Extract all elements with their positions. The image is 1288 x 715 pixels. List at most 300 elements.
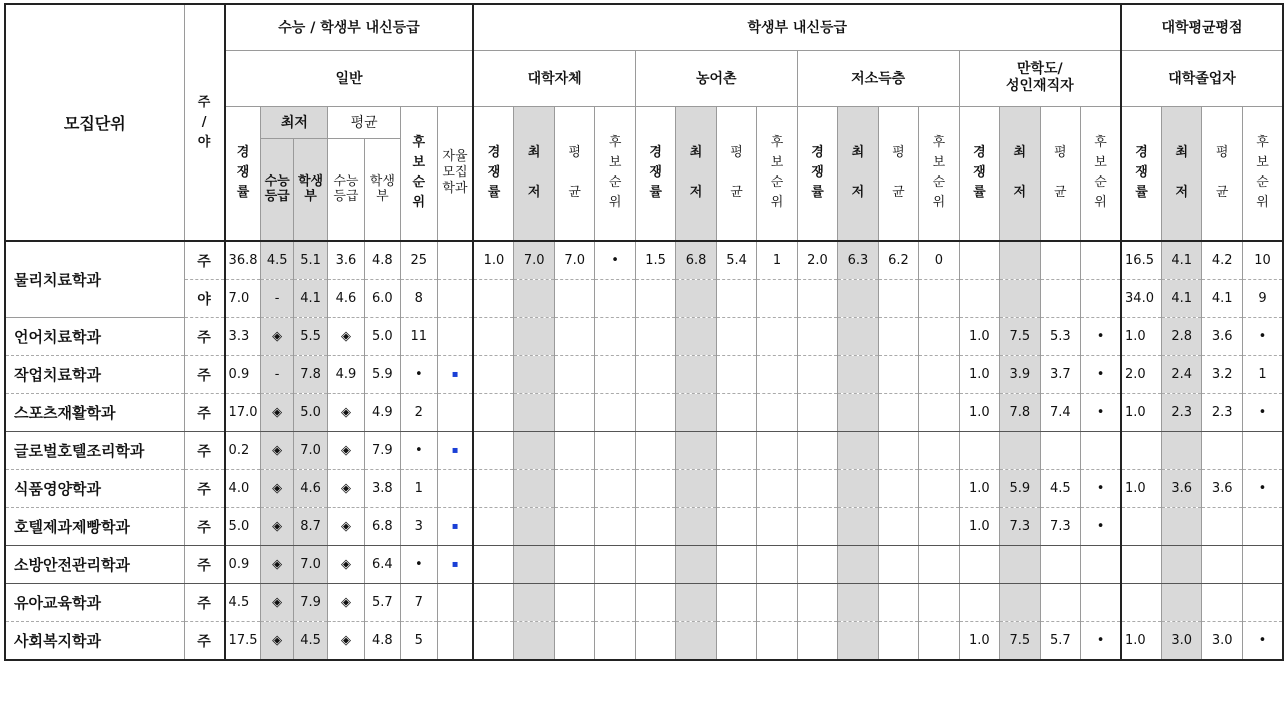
table-row	[5, 584, 1283, 622]
rural-avg	[716, 432, 756, 470]
lowincome-wait	[919, 508, 959, 546]
lowincome-min	[838, 318, 878, 356]
univ-own-wait: •	[595, 241, 635, 280]
general-min-record: 4.1	[293, 280, 327, 318]
rural-comp	[635, 470, 675, 508]
grad-comp	[1121, 508, 1161, 546]
lateadult-min: 7.5	[1000, 318, 1040, 356]
lateadult-min: 7.5	[1000, 622, 1040, 661]
lateadult-comp: 1.0	[959, 356, 999, 394]
header-wait-lateadult: 후 보 순 위	[1081, 106, 1122, 241]
lateadult-comp: 1.0	[959, 470, 999, 508]
day-night-badge: 주	[184, 241, 224, 280]
univ-own-avg	[554, 508, 594, 546]
header-min-rural: 최 저	[676, 106, 716, 241]
lowincome-min	[838, 508, 878, 546]
day-night-badge: 주	[184, 470, 224, 508]
table-row	[5, 546, 1283, 584]
lateadult-avg	[1040, 241, 1080, 280]
general-wait: 25	[401, 241, 437, 280]
lowincome-avg	[878, 470, 918, 508]
dept-name: 식품영양학과	[5, 470, 184, 508]
header-min-univ: 최 저	[514, 106, 554, 241]
univ-own-wait	[595, 280, 635, 318]
lowincome-wait	[919, 280, 959, 318]
lateadult-comp: 1.0	[959, 394, 999, 432]
rural-wait: 1	[757, 241, 797, 280]
lateadult-comp	[959, 546, 999, 584]
general-comp: 36.8	[225, 241, 261, 280]
grad-avg	[1202, 546, 1242, 584]
rural-avg	[716, 546, 756, 584]
lowincome-min: 6.3	[838, 241, 878, 280]
general-min-record: 7.0	[293, 546, 327, 584]
header-comp-lowincome: 경 쟁 률	[797, 106, 837, 241]
header-min-grad: 최 저	[1162, 106, 1202, 241]
header-avg-suneung-grade: 수능 등급	[328, 138, 364, 241]
lateadult-min: 5.9	[1000, 470, 1040, 508]
day-night-badge: 주	[184, 432, 224, 470]
rural-avg	[716, 280, 756, 318]
diamond-icon: ◈	[328, 470, 364, 508]
general-avg-record: 5.0	[364, 318, 400, 356]
grad-comp	[1121, 546, 1161, 584]
lateadult-min	[1000, 432, 1040, 470]
rural-wait	[757, 622, 797, 661]
univ-own-comp	[473, 470, 513, 508]
lowincome-avg	[878, 432, 918, 470]
lateadult-comp: 1.0	[959, 622, 999, 661]
rural-comp: 1.5	[635, 241, 675, 280]
general-wait: •	[401, 546, 437, 584]
table-body	[5, 241, 1283, 660]
grad-min: 2.3	[1162, 394, 1202, 432]
univ-own-comp	[473, 508, 513, 546]
grad-wait	[1242, 432, 1283, 470]
univ-own-avg	[554, 356, 594, 394]
dept-name: 스포츠재활학과	[5, 394, 184, 432]
lowincome-min	[838, 622, 878, 661]
univ-own-avg	[554, 318, 594, 356]
header-wait-rural: 후 보 순 위	[757, 106, 797, 241]
univ-own-comp	[473, 356, 513, 394]
grad-wait: 1	[1242, 356, 1283, 394]
header-daynight: 주 / 야	[184, 4, 224, 241]
general-avg-suneung: 3.6	[328, 241, 364, 280]
general-avg-record: 4.8	[364, 241, 400, 280]
day-night-badge: 주	[184, 546, 224, 584]
lateadult-wait: •	[1081, 356, 1122, 394]
grad-wait	[1242, 584, 1283, 622]
general-free	[437, 394, 473, 432]
general-min-record: 7.9	[293, 584, 327, 622]
rural-comp	[635, 546, 675, 584]
lowincome-comp: 2.0	[797, 241, 837, 280]
day-night-badge: 주	[184, 508, 224, 546]
grad-comp: 1.0	[1121, 394, 1161, 432]
univ-own-wait	[595, 394, 635, 432]
grad-avg: 2.3	[1202, 394, 1242, 432]
diamond-icon: ◈	[261, 432, 293, 470]
grad-avg: 3.0	[1202, 622, 1242, 661]
general-wait: 8	[401, 280, 437, 318]
grad-min: 3.6	[1162, 470, 1202, 508]
lateadult-wait: •	[1081, 394, 1122, 432]
day-night-badge: 주	[184, 394, 224, 432]
general-wait: •	[401, 356, 437, 394]
lowincome-min	[838, 432, 878, 470]
lateadult-comp: 1.0	[959, 508, 999, 546]
header-avg-lowincome: 평 균	[878, 106, 918, 241]
grad-comp: 1.0	[1121, 470, 1161, 508]
general-min-record: 5.5	[293, 318, 327, 356]
lowincome-wait: 0	[919, 241, 959, 280]
grad-min: 2.4	[1162, 356, 1202, 394]
table-row	[5, 432, 1283, 470]
univ-own-comp: 1.0	[473, 241, 513, 280]
dept-name: 언어치료학과	[5, 318, 184, 356]
grad-min	[1162, 432, 1202, 470]
diamond-icon: ◈	[261, 508, 293, 546]
general-comp: 5.0	[225, 508, 261, 546]
rural-comp	[635, 584, 675, 622]
general-avg-record: 3.8	[364, 470, 400, 508]
general-min-suneung: -	[261, 356, 293, 394]
lowincome-avg	[878, 508, 918, 546]
rural-min	[676, 470, 716, 508]
general-wait: 1	[401, 470, 437, 508]
lateadult-comp: 1.0	[959, 318, 999, 356]
lowincome-wait	[919, 546, 959, 584]
lowincome-min	[838, 584, 878, 622]
general-wait: 3	[401, 508, 437, 546]
univ-own-wait	[595, 432, 635, 470]
lowincome-comp	[797, 584, 837, 622]
rural-min	[676, 280, 716, 318]
lowincome-comp	[797, 470, 837, 508]
grad-avg: 4.2	[1202, 241, 1242, 280]
table-row	[5, 318, 1283, 356]
general-avg-suneung: 4.6	[328, 280, 364, 318]
grad-min: 4.1	[1162, 241, 1202, 280]
univ-own-min	[514, 546, 554, 584]
grad-avg	[1202, 584, 1242, 622]
grad-min	[1162, 584, 1202, 622]
univ-own-comp	[473, 394, 513, 432]
rural-comp	[635, 356, 675, 394]
univ-own-min	[514, 584, 554, 622]
lateadult-avg: 4.5	[1040, 470, 1080, 508]
grad-wait	[1242, 546, 1283, 584]
lateadult-wait: •	[1081, 318, 1122, 356]
dept-name: 글로벌호텔조리학과	[5, 432, 184, 470]
univ-own-avg	[554, 584, 594, 622]
univ-own-wait	[595, 622, 635, 661]
diamond-icon: ◈	[261, 622, 293, 661]
header-avg-student-record: 학생 부	[364, 138, 400, 241]
admission-results-table	[4, 3, 1284, 661]
univ-own-min: 7.0	[514, 241, 554, 280]
blue-square-icon: ▪	[437, 432, 473, 470]
header-min-lateadult: 최 저	[1000, 106, 1040, 241]
header-unit: 모집단위	[5, 4, 184, 241]
general-comp: 4.5	[225, 584, 261, 622]
diamond-icon: ◈	[261, 394, 293, 432]
grad-comp: 34.0	[1121, 280, 1161, 318]
day-night-badge: 주	[184, 584, 224, 622]
rural-comp	[635, 622, 675, 661]
diamond-icon: ◈	[328, 508, 364, 546]
header-comp-univ: 경 쟁 률	[473, 106, 513, 241]
header-naesin: 학생부 내신등급	[473, 4, 1121, 50]
header-wait-univ: 후 보 순 위	[595, 106, 635, 241]
lowincome-comp	[797, 622, 837, 661]
univ-own-avg	[554, 470, 594, 508]
diamond-icon: ◈	[328, 432, 364, 470]
general-min-record: 5.0	[293, 394, 327, 432]
table-row	[5, 280, 1283, 318]
header-avg-rural: 평 균	[716, 106, 756, 241]
univ-own-comp	[473, 584, 513, 622]
univ-own-comp	[473, 546, 513, 584]
rural-avg	[716, 584, 756, 622]
lowincome-wait	[919, 622, 959, 661]
header-comp-grad: 경 쟁 률	[1121, 106, 1161, 241]
grad-min: 3.0	[1162, 622, 1202, 661]
rural-wait	[757, 318, 797, 356]
rural-min: 6.8	[676, 241, 716, 280]
blue-square-icon: ▪	[437, 508, 473, 546]
header-suneung-naesin: 수능 / 학생부 내신등급	[225, 4, 474, 50]
univ-own-comp	[473, 622, 513, 661]
header-univ-gpa: 대학평균평점	[1121, 4, 1283, 50]
lateadult-min: 7.8	[1000, 394, 1040, 432]
grad-wait: •	[1242, 470, 1283, 508]
general-wait: 5	[401, 622, 437, 661]
rural-wait	[757, 584, 797, 622]
lowincome-min	[838, 356, 878, 394]
header-avg-general: 평균	[328, 106, 401, 138]
general-min-record: 7.8	[293, 356, 327, 394]
general-avg-record: 6.8	[364, 508, 400, 546]
lateadult-wait	[1081, 584, 1122, 622]
lateadult-wait: •	[1081, 508, 1122, 546]
lowincome-wait	[919, 584, 959, 622]
general-min-suneung: 4.5	[261, 241, 293, 280]
blue-square-icon: ▪	[437, 546, 473, 584]
lateadult-avg: 3.7	[1040, 356, 1080, 394]
header-comp-rural: 경 쟁 률	[635, 106, 675, 241]
general-comp: 17.5	[225, 622, 261, 661]
univ-own-min	[514, 622, 554, 661]
general-free	[437, 622, 473, 661]
table-row	[5, 470, 1283, 508]
general-min-record: 5.1	[293, 241, 327, 280]
lateadult-comp	[959, 241, 999, 280]
lowincome-avg: 6.2	[878, 241, 918, 280]
univ-own-wait	[595, 318, 635, 356]
rural-wait	[757, 470, 797, 508]
diamond-icon: ◈	[328, 318, 364, 356]
univ-own-min	[514, 280, 554, 318]
lateadult-min	[1000, 241, 1040, 280]
grad-comp	[1121, 584, 1161, 622]
dept-name: 유아교육학과	[5, 584, 184, 622]
univ-own-wait	[595, 584, 635, 622]
lateadult-avg	[1040, 584, 1080, 622]
general-comp: 0.9	[225, 356, 261, 394]
lateadult-avg: 5.7	[1040, 622, 1080, 661]
rural-wait	[757, 432, 797, 470]
general-comp: 17.0	[225, 394, 261, 432]
grad-comp: 1.0	[1121, 622, 1161, 661]
lowincome-min	[838, 546, 878, 584]
lowincome-wait	[919, 432, 959, 470]
rural-min	[676, 356, 716, 394]
general-avg-record: 5.9	[364, 356, 400, 394]
rural-min	[676, 622, 716, 661]
general-wait: 7	[401, 584, 437, 622]
header-univ-own: 대학자체	[473, 50, 635, 106]
day-night-badge: 주	[184, 356, 224, 394]
general-min-record: 7.0	[293, 432, 327, 470]
table-row	[5, 241, 1283, 280]
univ-own-comp	[473, 432, 513, 470]
general-avg-record: 6.0	[364, 280, 400, 318]
header-avg-lateadult: 평 균	[1040, 106, 1080, 241]
grad-min	[1162, 546, 1202, 584]
general-min-suneung: -	[261, 280, 293, 318]
diamond-icon: ◈	[328, 394, 364, 432]
rural-wait	[757, 508, 797, 546]
general-comp: 3.3	[225, 318, 261, 356]
general-free	[437, 584, 473, 622]
table-row	[5, 394, 1283, 432]
header-comp-general: 경 쟁 률	[225, 106, 261, 241]
lateadult-wait	[1081, 432, 1122, 470]
grad-avg	[1202, 432, 1242, 470]
lateadult-min	[1000, 280, 1040, 318]
general-avg-record: 5.7	[364, 584, 400, 622]
header-avg-grad: 평 균	[1202, 106, 1242, 241]
rural-avg	[716, 622, 756, 661]
general-comp: 0.2	[225, 432, 261, 470]
grad-avg: 3.6	[1202, 318, 1242, 356]
lowincome-avg	[878, 318, 918, 356]
general-free	[437, 280, 473, 318]
grad-avg: 3.6	[1202, 470, 1242, 508]
rural-min	[676, 508, 716, 546]
rural-min	[676, 394, 716, 432]
univ-own-avg	[554, 546, 594, 584]
header-min-general: 최저	[261, 106, 328, 138]
header-lateadult: 만학도/ 성인재직자	[959, 50, 1121, 106]
rural-min	[676, 318, 716, 356]
general-min-record: 4.6	[293, 470, 327, 508]
rural-wait	[757, 280, 797, 318]
rural-wait	[757, 356, 797, 394]
lowincome-comp	[797, 546, 837, 584]
lowincome-comp	[797, 432, 837, 470]
grad-wait: 10	[1242, 241, 1283, 280]
rural-comp	[635, 394, 675, 432]
lateadult-wait	[1081, 546, 1122, 584]
lateadult-avg: 5.3	[1040, 318, 1080, 356]
general-comp: 0.9	[225, 546, 261, 584]
diamond-icon: ◈	[261, 318, 293, 356]
rural-min	[676, 432, 716, 470]
diamond-icon: ◈	[261, 470, 293, 508]
general-avg-record: 7.9	[364, 432, 400, 470]
univ-own-comp	[473, 280, 513, 318]
lateadult-comp	[959, 432, 999, 470]
lateadult-avg: 7.4	[1040, 394, 1080, 432]
general-avg-suneung: 4.9	[328, 356, 364, 394]
lateadult-wait	[1081, 280, 1122, 318]
grad-comp: 2.0	[1121, 356, 1161, 394]
header-free-dept: 자율 모집 학과	[437, 106, 473, 241]
lateadult-avg	[1040, 432, 1080, 470]
header-comp-lateadult: 경 쟁 률	[959, 106, 999, 241]
general-min-record: 4.5	[293, 622, 327, 661]
lowincome-avg	[878, 622, 918, 661]
lateadult-comp	[959, 584, 999, 622]
lowincome-comp	[797, 508, 837, 546]
univ-own-min	[514, 508, 554, 546]
lowincome-min	[838, 394, 878, 432]
lowincome-min	[838, 280, 878, 318]
lateadult-min: 7.3	[1000, 508, 1040, 546]
lateadult-avg: 7.3	[1040, 508, 1080, 546]
grad-min: 4.1	[1162, 280, 1202, 318]
day-night-badge: 야	[184, 280, 224, 318]
univ-own-avg: 7.0	[554, 241, 594, 280]
dept-name: 물리치료학과	[5, 241, 184, 318]
rural-avg	[716, 356, 756, 394]
grad-avg	[1202, 508, 1242, 546]
header-avg-univ: 평 균	[554, 106, 594, 241]
blue-square-icon: ▪	[437, 356, 473, 394]
table-row	[5, 356, 1283, 394]
rural-avg: 5.4	[716, 241, 756, 280]
header-min-suneung-grade: 수능 등급	[261, 138, 293, 241]
univ-own-avg	[554, 280, 594, 318]
lowincome-comp	[797, 318, 837, 356]
diamond-icon: ◈	[328, 546, 364, 584]
grad-wait: •	[1242, 394, 1283, 432]
rural-comp	[635, 318, 675, 356]
lateadult-comp	[959, 280, 999, 318]
table-header	[5, 4, 1283, 241]
dept-name: 사회복지학과	[5, 622, 184, 661]
rural-comp	[635, 508, 675, 546]
lowincome-avg	[878, 546, 918, 584]
lowincome-wait	[919, 356, 959, 394]
dept-name: 호텔제과제빵학과	[5, 508, 184, 546]
general-wait: •	[401, 432, 437, 470]
header-grad: 대학졸업자	[1121, 50, 1283, 106]
univ-own-min	[514, 356, 554, 394]
header-lowincome: 저소득층	[797, 50, 959, 106]
general-comp: 4.0	[225, 470, 261, 508]
univ-own-min	[514, 318, 554, 356]
table-row	[5, 622, 1283, 661]
univ-own-avg	[554, 432, 594, 470]
header-wait-lowincome: 후 보 순 위	[919, 106, 959, 241]
dept-name: 소방안전관리학과	[5, 546, 184, 584]
general-free	[437, 470, 473, 508]
grad-avg: 3.2	[1202, 356, 1242, 394]
